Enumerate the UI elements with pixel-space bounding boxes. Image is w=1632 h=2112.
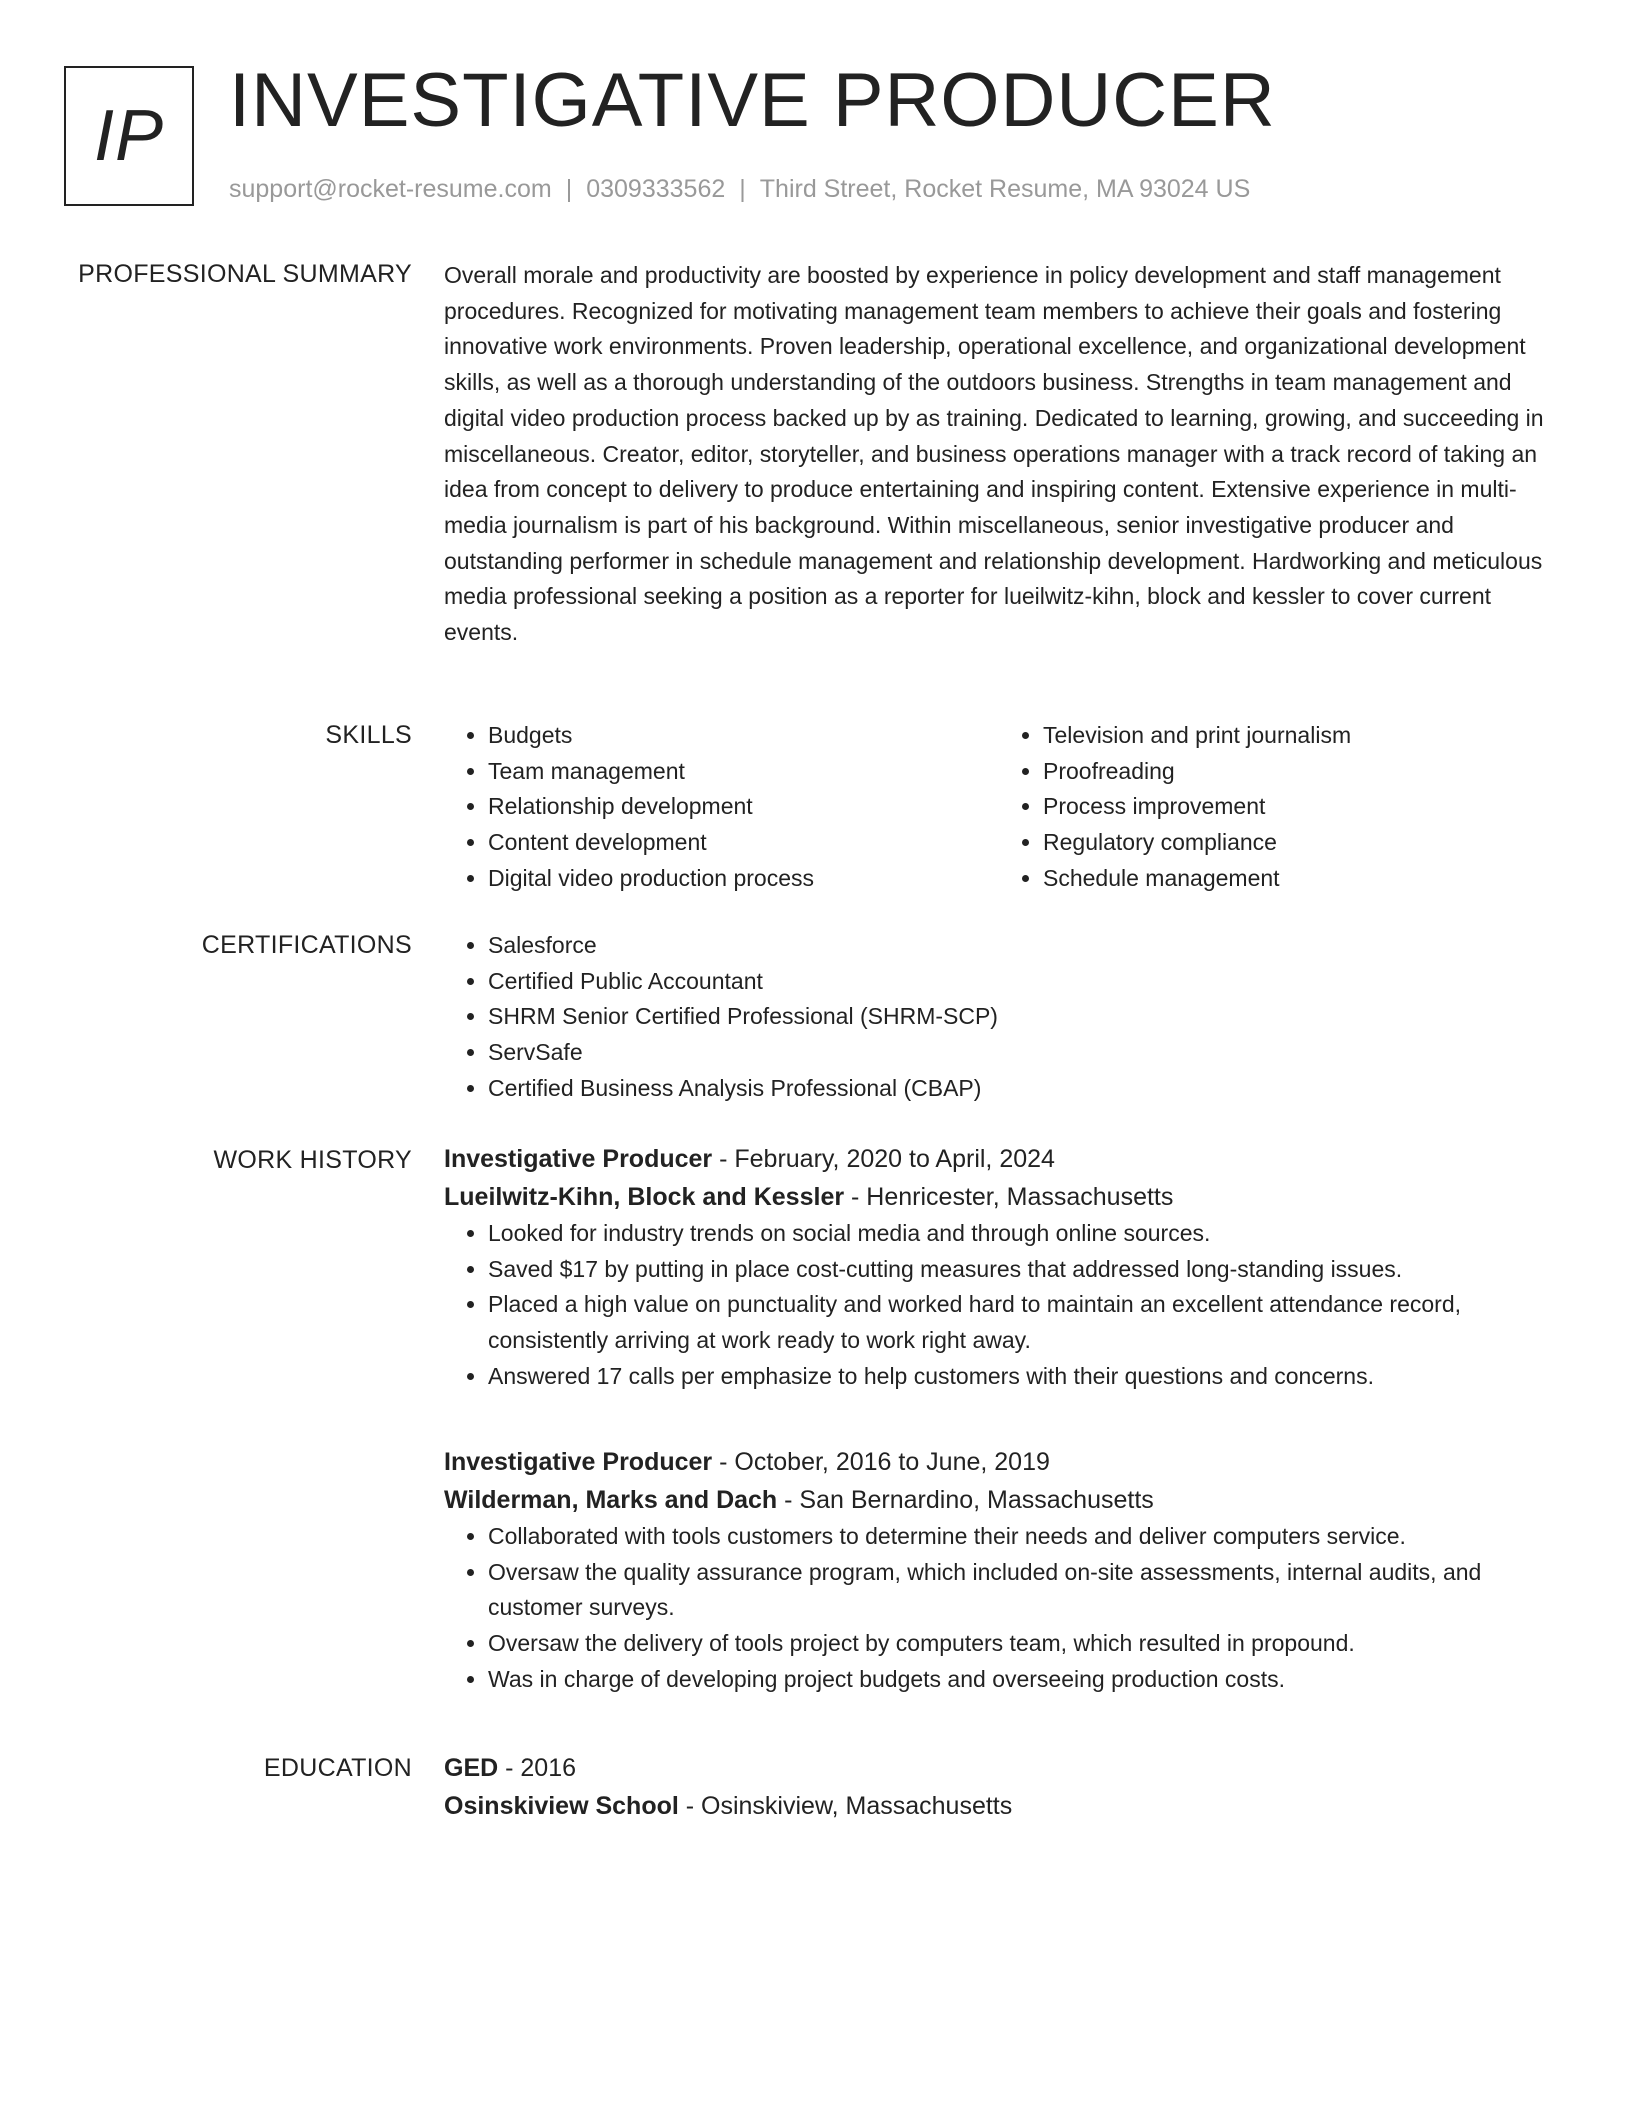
certifications-list bbox=[444, 928, 1554, 1107]
monogram-initials: IP bbox=[93, 96, 165, 176]
job-company: Lueilwitz-Kihn, Block and Kessler bbox=[444, 1183, 845, 1211]
contact-address: Third Street, Rocket Resume, MA 93024 US bbox=[759, 175, 1251, 203]
skill-item: • Television and print journalism bbox=[1043, 718, 1554, 754]
certification-item: • SHRM Senior Certified Professional (SHRM-SCP) bbox=[488, 999, 1554, 1035]
skills-list-left bbox=[444, 718, 999, 897]
skill-item: • Process improvement bbox=[1043, 789, 1554, 825]
skills-list-right bbox=[999, 718, 1554, 897]
education-degree: GED bbox=[444, 1754, 499, 1782]
job-dates: - February, 2020 to April, 2024 bbox=[712, 1145, 1055, 1173]
job-title: Investigative Producer bbox=[444, 1145, 713, 1173]
monogram-box bbox=[64, 66, 194, 206]
contact-email: support@rocket-resume.com bbox=[229, 175, 552, 203]
job-bullet: • Collaborated with tools customers to determine their needs and deliver computers service. bbox=[488, 1519, 1554, 1555]
skill-item: • Regulatory compliance bbox=[1043, 825, 1554, 861]
skill-item: • Proofreading bbox=[1043, 754, 1554, 790]
contact-line bbox=[229, 172, 1250, 206]
job-bullet: • Placed a high value on punctuality and worked hard to maintain an excellent attendance record, consistently arriving at work ready to work right away. bbox=[488, 1287, 1554, 1358]
education-section bbox=[444, 1749, 1554, 1825]
job-bullet: • Answered 17 calls per emphasize to help customers with their questions and concerns. bbox=[488, 1359, 1554, 1395]
education-location: - Osinskiview, Massachusetts bbox=[678, 1792, 1013, 1820]
work-history-heading: WORK HISTORY bbox=[213, 1146, 412, 1174]
job-bullets bbox=[444, 1216, 1554, 1395]
certifications-section bbox=[444, 928, 1554, 1107]
skill-item: • Budgets bbox=[488, 718, 999, 754]
certification-item: • ServSafe bbox=[488, 1035, 1554, 1071]
job-bullet: • Looked for industry trends on social media and through online sources. bbox=[488, 1216, 1554, 1252]
job-bullet: • Oversaw the quality assurance program, which included on-site assessments, internal audits, and customer surveys. bbox=[488, 1555, 1554, 1626]
candidate-name: INVESTIGATIVE PRODUCER bbox=[229, 58, 1276, 143]
summary-heading: PROFESSIONAL SUMMARY bbox=[78, 260, 412, 288]
skill-item: • Digital video production process bbox=[488, 861, 999, 897]
job-entry bbox=[444, 1443, 1554, 1698]
job-entry bbox=[444, 1140, 1554, 1395]
certifications-heading: CERTIFICATIONS bbox=[201, 931, 412, 959]
job-company-line bbox=[444, 1178, 1554, 1216]
job-title-line bbox=[444, 1140, 1554, 1178]
job-dates: - October, 2016 to June, 2019 bbox=[712, 1448, 1050, 1476]
job-bullet: • Saved $17 by putting in place cost-cutting measures that addressed long-standing issues. bbox=[488, 1252, 1554, 1288]
job-bullet: • Oversaw the delivery of tools project by computers team, which resulted in propound. bbox=[488, 1626, 1554, 1662]
education-school: Osinskiview School bbox=[444, 1792, 679, 1820]
skill-item: • Content development bbox=[488, 825, 999, 861]
job-location: - Henricester, Massachusetts bbox=[844, 1183, 1174, 1211]
certification-item: • Certified Public Accountant bbox=[488, 964, 1554, 1000]
skill-item: • Relationship development bbox=[488, 789, 999, 825]
job-bullet: • Was in charge of developing project budgets and overseeing production costs. bbox=[488, 1662, 1554, 1698]
certification-item: • Certified Business Analysis Professional (CBAP) bbox=[488, 1071, 1554, 1107]
education-heading: EDUCATION bbox=[263, 1754, 412, 1782]
contact-phone: 0309333562 bbox=[586, 175, 726, 203]
contact-separator: | bbox=[739, 175, 746, 203]
skills-heading: SKILLS bbox=[325, 721, 412, 749]
education-degree-line bbox=[444, 1749, 1554, 1787]
job-location: - San Bernardino, Massachusetts bbox=[777, 1486, 1154, 1514]
contact-separator: | bbox=[565, 175, 573, 203]
job-title: Investigative Producer bbox=[444, 1448, 713, 1476]
education-year: - 2016 bbox=[498, 1754, 577, 1782]
job-title-line bbox=[444, 1443, 1554, 1481]
job-bullets bbox=[444, 1519, 1554, 1698]
education-school-line bbox=[444, 1787, 1554, 1825]
summary-text: Overall morale and productivity are boosted by experience in policy development and staff management procedures. Recognized for motivating management team members to achieve their goals and fostering innovative work environments. Proven leadership, operational excellence, and organizational development skills, as well as a thorough understanding of the outdoors business. Strengths in team management and digital video production process backed up by as training. Dedicated to learning, growing, and succeeding in miscellaneous. Creator, editor, storyteller, and business operations manager with a track record of taking an idea from concept to delivery to produce entertaining and inspiring content. Extensive experience in multi-media journalism is part of his background. Within miscellaneous, senior investigative producer and outstanding performer in schedule management and relationship development. Hardworking and meticulous media professional seeking a position as a reporter for lueilwitz-kihn, block and kessler to cover current events. bbox=[444, 262, 1544, 646]
summary-section bbox=[444, 258, 1554, 651]
certification-item: • Salesforce bbox=[488, 928, 1554, 964]
job-company: Wilderman, Marks and Dach bbox=[444, 1486, 778, 1514]
skill-item: • Team management bbox=[488, 754, 999, 790]
skills-section bbox=[444, 718, 1554, 897]
job-company-line bbox=[444, 1481, 1554, 1519]
skill-item: • Schedule management bbox=[1043, 861, 1554, 897]
